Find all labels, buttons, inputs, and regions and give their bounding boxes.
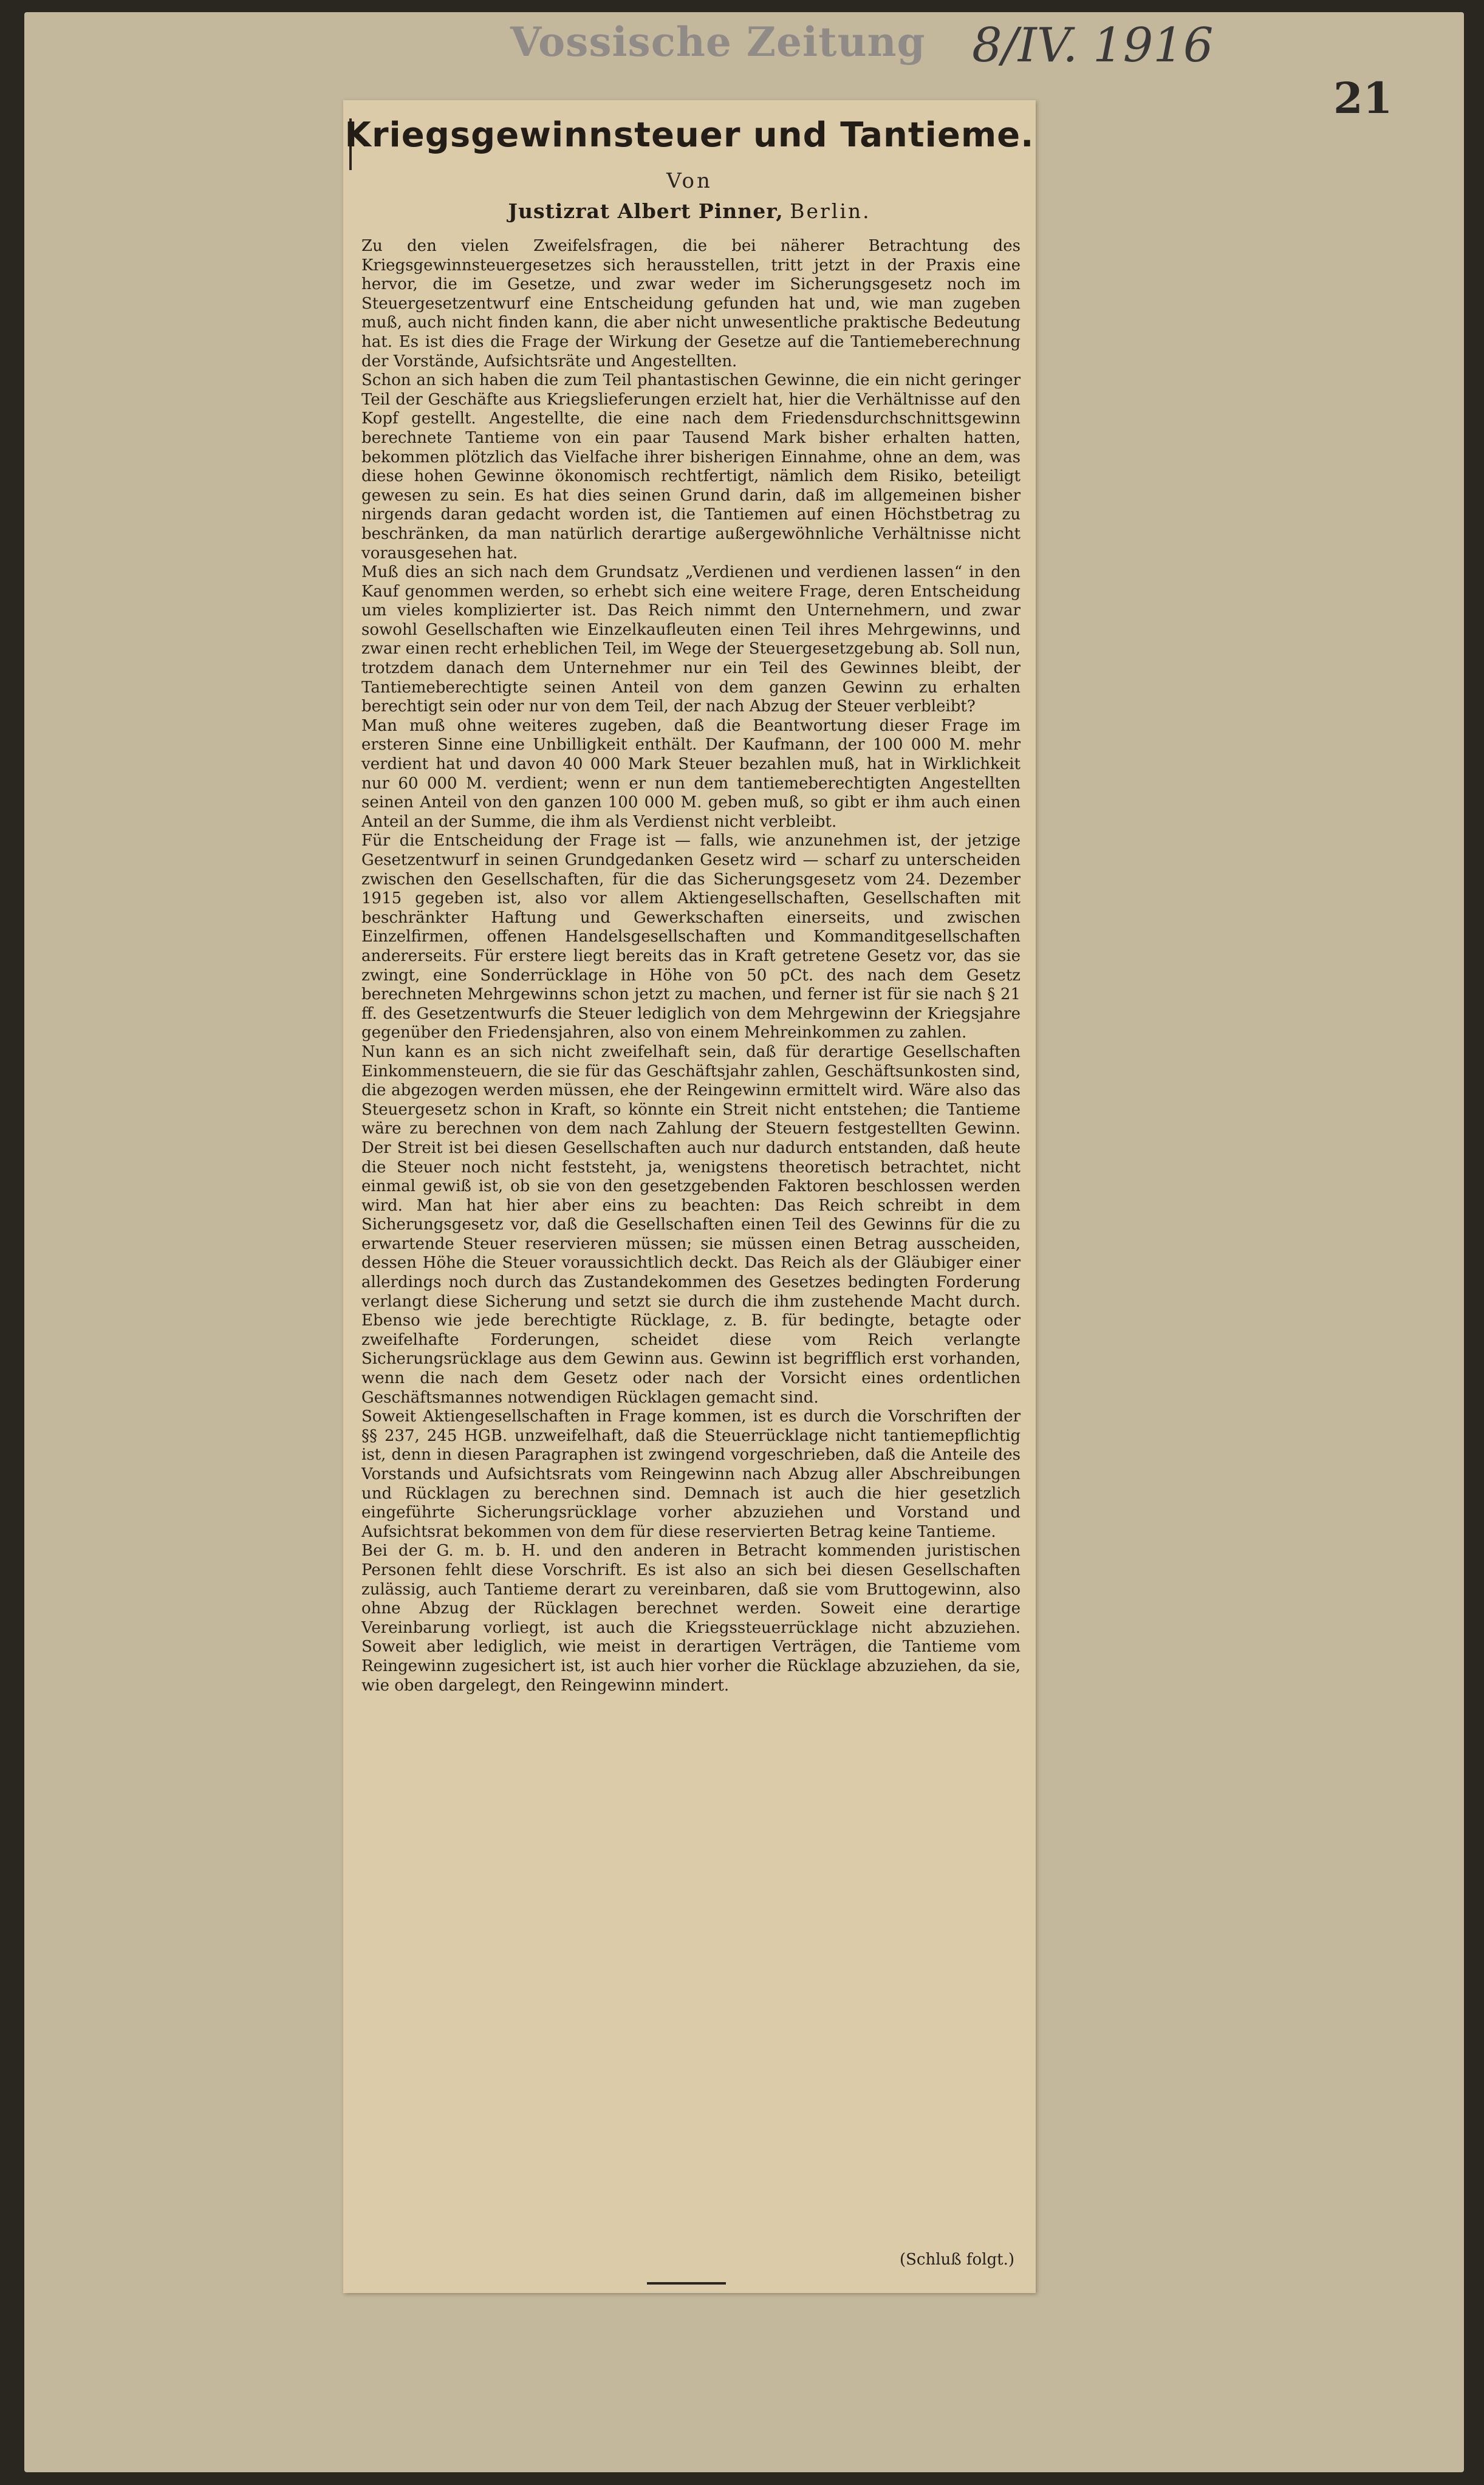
paragraph: Schon an sich haben die zum Teil phantastischen Gewinne, die ein nicht geringer Teil der Geschäfte aus Kriegslieferungen erzielt hat, hier die Verhältnisse auf den Kopf gestellt. Angestellte, die eine nach dem Friedensdurchschnittsgewinn berechnete Tantieme von ein paar Tausend Mark bisher erhalten hatten, bekommen plötzlich das Vielfache ihrer bisherigen Einnahme, ohne an dem, was diese hohen Gewinne ökonomisch rechtfertigt, nämlich dem Risiko, beteiligt gewesen zu sein. Es hat dies seinen Grund darin, daß im allgemeinen bisher nirgends daran gedacht worden ist, die Tantiemen auf einen Höchstbetrag zu beschränken, da man natürlich derartige außergewöhnliche Verhältnisse nicht vorausgesehen hat.	[361, 371, 1021, 562]
article-body	[361, 237, 1021, 1695]
footer-rule	[647, 2282, 726, 2285]
newspaper-clipping	[343, 100, 1036, 2293]
paragraph: Zu den vielen Zweifelsfragen, die bei näherer Betrachtung des Kriegsgewinnsteuergesetzes sich herausstellen, tritt jetzt in der Praxis eine hervor, die im Gesetze, und zwar weder im Sicherungsgesetz noch im Steuergesetzentwurf eine Entscheidung gefunden hat und, wie man zugeben muß, auch nicht finden kann, die aber nicht unwesentliche praktische Bedeutung hat. Es ist dies die Frage der Wirkung der Gesetze auf die Tantiemeberechnung der Vorstände, Aufsichtsräte und Angestellten.	[361, 237, 1021, 371]
paragraph: Soweit Aktiengesellschaften in Frage kommen, ist es durch die Vorschriften der §§ 237, 245 HGB. unzweifelhaft, daß die Steuerrücklage nicht tantiemepflichtig ist, denn in diesen Paragraphen ist zwingend vorgeschrieben, daß die Anteile des Vorstands und Aufsichtsrats vom Reingewinn nach Abzug aller Abschreibungen und Rücklagen zu berechnen sind. Demnach ist auch die hier gesetzlich eingeführte Sicherungsrücklage vorher abzuziehen und Vorstand und Aufsichtsrat bekommen von dem für diese reservierten Betrag keine Tantieme.	[361, 1407, 1021, 1541]
paragraph: Man muß ohne weiteres zugeben, daß die Beantwortung dieser Frage im ersteren Sinne eine Unbilligkeit enthält. Der Kaufmann, der 100 000 M. mehr verdient hat und davon 40 000 Mark Steuer bezahlen muß, hat in Wirklichkeit nur 60 000 M. verdient; wenn er nun dem tantiemeberechtigten Angestellten seinen Anteil von den ganzen 100 000 M. geben muß, so gibt er ihm auch einen Anteil an der Summe, die ihm als Verdienst nicht verbleibt.	[361, 716, 1021, 831]
paragraph: Für die Entscheidung der Frage ist — falls, wie anzunehmen ist, der jetzige Gesetzentwurf in seinen Grundgedanken Gesetz wird — scharf zu unterscheiden zwischen den Gesellschaften, für die das Sicherungsgesetz vom 24. Dezember 1915 gegeben ist, also vor allem Aktiengesellschaften, Gesellschaften mit beschränkter Haftung und Gewerkschaften einerseits, und zwischen Einzelfirmen, offenen Handelsgesellschaften und Kommanditgesellschaften andererseits. Für erstere liegt bereits das in Kraft getretene Gesetz vor, das sie zwingt, eine Sonderrücklage in Höhe von 50 pCt. des nach dem Gesetz berechneten Mehrgewinns schon jetzt zu machen, und ferner ist für sie nach § 21 ff. des Gesetzentwurfs die Steuer lediglich von dem Mehrgewinn der Kriegsjahre gegenüber den Friedensjahren, also von einem Mehreinkommen zu zahlen.	[361, 832, 1021, 1042]
article-title: Kriegsgewinnsteuer und Tantieme.	[344, 115, 1034, 155]
newspaper-stamp: Vossische Zeitung	[510, 18, 926, 66]
paragraph: Muß dies an sich nach dem Grundsatz „Verdienen und verdienen lassen“ in den Kauf genommen werden, so erhebt sich eine weitere Frage, deren Entscheidung um vieles komplizierter ist. Das Reich nimmt den Unternehmern, und zwar sowohl Gesellschaften wie Einzelkaufleuten einen Teil ihres Mehrgewinns, und zwar einen recht erheblichen Teil, im Wege der Steuergesetzgebung ab. Soll nun, trotzdem danach dem Unternehmer nur ein Teil des Gewinnes bleibt, der Tantiemeberechtigte seinen Anteil von dem ganzen Gewinn zu erhalten berechtigt sein oder nur von dem Teil, der nach Abzug der Steuer verbleibt?	[361, 563, 1021, 716]
byline-author	[343, 199, 1036, 223]
author-city: Berlin.	[790, 199, 871, 223]
continuation-note: (Schluß folgt.)	[899, 2251, 1014, 2269]
byline-von: Von	[666, 169, 713, 193]
paragraph: Bei der G. m. b. H. und den anderen in Betracht kommenden juristischen Personen fehlt diese Vorschrift. Es ist also an sich bei diesen Gesellschaften zulässig, auch Tantieme derart zu vereinbaren, daß sie vom Bruttogewinn, also ohne Abzug der Rücklagen berechnet werden. Soweit eine derartige Vereinbarung vorliegt, ist auch die Kriegssteuerrücklage nicht abzuziehen. Soweit aber lediglich, wie meist in derartigen Verträgen, die Tantieme vom Reingewinn zugesichert ist, ist auch hier vorher die Rücklage abzuziehen, da sie, wie oben dargelegt, den Reingewinn mindert.	[361, 1542, 1021, 1695]
paragraph: Nun kann es an sich nicht zweifelhaft sein, daß für derartige Gesellschaften Einkommensteuern, die sie für das Geschäftsjahr zahlen, Geschäftsunkosten sind, die abgezogen werden müssen, ehe der Reingewinn ermittelt wird. Wäre also das Steuergesetz schon in Kraft, so könnte ein Streit nicht entstehen; die Tantieme wäre zu berechnen von dem nach Zahlung der Steuern festgestellten Gewinn. Der Streit ist bei diesen Gesellschaften auch nur dadurch entstanden, daß heute die Steuer noch nicht feststeht, ja, wenigstens theoretisch betrachtet, nicht einmal gewiß ist, ob sie von den gesetzgebenden Faktoren beschlossen werden wird. Man hat hier aber eins zu beachten: Das Reich schreibt in dem Sicherungsgesetz vor, daß die Gesellschaften einen Teil des Gewinns für die zu erwartende Steuer reservieren müssen; sie müssen einen Betrag ausscheiden, dessen Höhe die Steuer voraussichtlich deckt. Das Reich als der Gläubiger einer allerdings noch durch das Zustandekommen des Gesetzes bedingten Forderung verlangt diese Sicherung und setzt sie durch die ihm zustehende Macht durch. Ebenso wie jede berechtigte Rücklage, z. B. für bedingte, betagte oder zweifelhafte Forderungen, scheidet diese vom Reich verlangte Sicherungsrücklage aus dem Gewinn aus. Gewinn ist begrifflich erst vorhanden, wenn die nach dem Gesetz oder nach der Vorsicht eines ordentlichen Geschäftsmannes notwendigen Rücklagen gemacht sind.	[361, 1042, 1021, 1407]
author-name: Justizrat Albert Pinner,	[508, 199, 784, 223]
handwritten-date: 8/IV. 1916	[972, 18, 1214, 73]
page-number: 21	[1333, 73, 1393, 123]
